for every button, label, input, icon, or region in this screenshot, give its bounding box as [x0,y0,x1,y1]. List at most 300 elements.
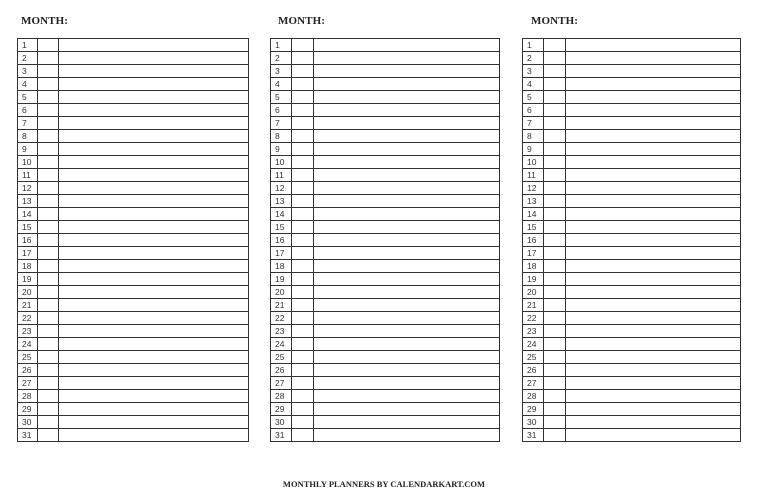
day-weekday-cell[interactable] [292,390,314,403]
day-notes-cell[interactable] [566,169,741,182]
day-number: 14 [271,208,292,221]
planner-table-2 [270,38,500,442]
day-number: 14 [523,208,544,221]
day-number: 12 [271,182,292,195]
day-number: 3 [18,65,38,78]
day-notes-cell[interactable] [566,403,741,416]
day-weekday-cell[interactable] [544,364,566,377]
day-weekday-cell[interactable] [544,156,566,169]
day-notes-cell[interactable] [314,390,500,403]
day-row [271,117,500,130]
day-notes-cell[interactable] [59,182,249,195]
day-notes-cell[interactable] [566,390,741,403]
day-notes-cell[interactable] [59,91,249,104]
day-number: 24 [18,338,38,351]
day-row [523,429,741,442]
day-notes-cell[interactable] [566,221,741,234]
day-notes-cell[interactable] [59,117,249,130]
day-row [523,416,741,429]
day-notes-cell[interactable] [314,377,500,390]
day-weekday-cell[interactable] [292,130,314,143]
day-notes-cell[interactable] [59,429,249,442]
day-weekday-cell[interactable] [292,169,314,182]
day-notes-cell[interactable] [59,221,249,234]
day-weekday-cell[interactable] [38,195,59,208]
day-number: 10 [271,156,292,169]
day-weekday-cell[interactable] [292,78,314,91]
day-weekday-cell[interactable] [38,91,59,104]
day-notes-cell[interactable] [566,325,741,338]
day-number: 31 [18,429,38,442]
day-weekday-cell[interactable] [38,221,59,234]
day-row [18,195,249,208]
day-notes-cell[interactable] [314,364,500,377]
day-weekday-cell[interactable] [544,78,566,91]
day-weekday-cell[interactable] [292,351,314,364]
day-row [523,390,741,403]
day-weekday-cell[interactable] [292,429,314,442]
day-notes-cell[interactable] [566,182,741,195]
day-weekday-cell[interactable] [38,390,59,403]
day-number: 12 [18,182,38,195]
day-row [271,260,500,273]
day-row [523,65,741,78]
day-weekday-cell[interactable] [544,247,566,260]
day-number: 27 [271,377,292,390]
day-weekday-cell[interactable] [292,208,314,221]
day-notes-cell[interactable] [566,364,741,377]
day-number: 29 [18,403,38,416]
day-row [271,52,500,65]
day-number: 3 [271,65,292,78]
day-number: 24 [271,338,292,351]
day-weekday-cell[interactable] [38,143,59,156]
day-row [523,91,741,104]
day-row [271,403,500,416]
day-weekday-cell[interactable] [292,299,314,312]
day-number: 25 [18,351,38,364]
day-weekday-cell[interactable] [544,195,566,208]
day-weekday-cell[interactable] [292,325,314,338]
day-notes-cell[interactable] [314,91,500,104]
day-number: 2 [18,52,38,65]
day-weekday-cell[interactable] [38,156,59,169]
day-weekday-cell[interactable] [292,377,314,390]
day-number: 20 [18,286,38,299]
day-weekday-cell[interactable] [544,65,566,78]
day-weekday-cell[interactable] [292,312,314,325]
day-notes-cell[interactable] [59,65,249,78]
day-weekday-cell[interactable] [38,78,59,91]
day-number: 6 [271,104,292,117]
day-notes-cell[interactable] [314,403,500,416]
day-weekday-cell[interactable] [544,260,566,273]
day-number: 27 [18,377,38,390]
day-notes-cell[interactable] [59,299,249,312]
day-weekday-cell[interactable] [292,234,314,247]
day-row [18,169,249,182]
day-row [271,78,500,91]
day-weekday-cell[interactable] [38,117,59,130]
day-number: 4 [18,78,38,91]
day-number: 15 [18,221,38,234]
day-notes-cell[interactable] [566,234,741,247]
day-weekday-cell[interactable] [38,65,59,78]
day-notes-cell[interactable] [59,364,249,377]
day-weekday-cell[interactable] [292,260,314,273]
day-notes-cell[interactable] [566,416,741,429]
day-weekday-cell[interactable] [38,52,59,65]
day-row [18,104,249,117]
day-number: 26 [523,364,544,377]
day-number: 31 [523,429,544,442]
day-notes-cell[interactable] [314,416,500,429]
day-weekday-cell[interactable] [544,117,566,130]
footer-credit: MONTHLY PLANNERS BY CALENDARKART.COM [282,479,486,489]
day-number: 16 [271,234,292,247]
day-weekday-cell[interactable] [38,182,59,195]
day-weekday-cell[interactable] [292,286,314,299]
day-weekday-cell[interactable] [544,143,566,156]
day-weekday-cell[interactable] [38,338,59,351]
day-row [18,221,249,234]
day-row [271,130,500,143]
day-row [523,286,741,299]
day-row [18,364,249,377]
day-row [523,208,741,221]
day-weekday-cell[interactable] [292,247,314,260]
day-notes-cell[interactable] [314,234,500,247]
day-notes-cell[interactable] [314,351,500,364]
day-number: 19 [271,273,292,286]
day-notes-cell[interactable] [566,247,741,260]
day-weekday-cell[interactable] [544,169,566,182]
day-row [271,377,500,390]
day-weekday-cell[interactable] [38,299,59,312]
day-notes-cell[interactable] [566,351,741,364]
day-number: 1 [18,39,38,52]
day-weekday-cell[interactable] [544,273,566,286]
day-row [271,91,500,104]
day-row [271,182,500,195]
day-row [18,429,249,442]
day-notes-cell[interactable] [566,39,741,52]
day-notes-cell[interactable] [59,351,249,364]
day-number: 4 [523,78,544,91]
day-notes-cell[interactable] [314,65,500,78]
day-notes-cell[interactable] [314,117,500,130]
day-number: 25 [523,351,544,364]
day-row [523,117,741,130]
day-notes-cell[interactable] [59,208,249,221]
day-row [523,260,741,273]
day-weekday-cell[interactable] [38,130,59,143]
day-row [523,169,741,182]
day-weekday-cell[interactable] [544,390,566,403]
day-row [523,182,741,195]
day-weekday-cell[interactable] [292,143,314,156]
day-row [18,416,249,429]
day-weekday-cell[interactable] [38,286,59,299]
day-notes-cell[interactable] [59,312,249,325]
day-weekday-cell[interactable] [544,299,566,312]
day-notes-cell[interactable] [59,247,249,260]
day-row [271,65,500,78]
day-number: 5 [523,91,544,104]
day-weekday-cell[interactable] [38,416,59,429]
day-notes-cell[interactable] [59,260,249,273]
day-weekday-cell[interactable] [292,195,314,208]
day-weekday-cell[interactable] [544,234,566,247]
day-notes-cell[interactable] [566,104,741,117]
day-weekday-cell[interactable] [38,403,59,416]
day-notes-cell[interactable] [314,169,500,182]
day-weekday-cell[interactable] [38,260,59,273]
day-notes-cell[interactable] [566,208,741,221]
day-notes-cell[interactable] [566,338,741,351]
day-weekday-cell[interactable] [38,429,59,442]
day-weekday-cell[interactable] [38,104,59,117]
day-weekday-cell[interactable] [38,234,59,247]
day-weekday-cell[interactable] [544,104,566,117]
day-notes-cell[interactable] [566,130,741,143]
day-weekday-cell[interactable] [544,377,566,390]
day-notes-cell[interactable] [59,338,249,351]
day-weekday-cell[interactable] [544,403,566,416]
day-notes-cell[interactable] [314,299,500,312]
day-row [523,377,741,390]
day-weekday-cell[interactable] [544,286,566,299]
day-weekday-cell[interactable] [544,429,566,442]
day-notes-cell[interactable] [566,65,741,78]
day-notes-cell[interactable] [314,156,500,169]
day-notes-cell[interactable] [566,260,741,273]
day-row [18,273,249,286]
day-notes-cell[interactable] [314,247,500,260]
day-notes-cell[interactable] [314,429,500,442]
day-weekday-cell[interactable] [292,182,314,195]
day-notes-cell[interactable] [566,273,741,286]
day-weekday-cell[interactable] [292,364,314,377]
day-notes-cell[interactable] [314,78,500,91]
day-weekday-cell[interactable] [38,273,59,286]
day-notes-cell[interactable] [314,208,500,221]
day-notes-cell[interactable] [314,143,500,156]
day-weekday-cell[interactable] [544,221,566,234]
day-notes-cell[interactable] [314,195,500,208]
day-weekday-cell[interactable] [544,351,566,364]
day-notes-cell[interactable] [566,117,741,130]
day-row [271,39,500,52]
day-row [271,143,500,156]
day-weekday-cell[interactable] [292,52,314,65]
day-notes-cell[interactable] [314,221,500,234]
month-label-1: MONTH: [21,15,69,27]
day-notes-cell[interactable] [566,377,741,390]
day-notes-cell[interactable] [566,429,741,442]
day-number: 7 [18,117,38,130]
day-row [18,143,249,156]
day-notes-cell[interactable] [314,338,500,351]
day-weekday-cell[interactable] [544,91,566,104]
day-row [271,273,500,286]
day-weekday-cell[interactable] [292,91,314,104]
day-row [271,221,500,234]
day-number: 11 [523,169,544,182]
day-row [523,351,741,364]
day-notes-cell[interactable] [314,273,500,286]
day-number: 12 [523,182,544,195]
day-notes-cell[interactable] [59,169,249,182]
day-weekday-cell[interactable] [292,273,314,286]
day-number: 3 [523,65,544,78]
day-weekday-cell[interactable] [544,312,566,325]
day-notes-cell[interactable] [566,299,741,312]
day-weekday-cell[interactable] [544,130,566,143]
day-row [18,299,249,312]
day-row [18,208,249,221]
day-number: 21 [18,299,38,312]
day-row [18,91,249,104]
day-row [523,156,741,169]
day-notes-cell[interactable] [59,416,249,429]
day-notes-cell[interactable] [59,377,249,390]
day-number: 30 [271,416,292,429]
day-notes-cell[interactable] [566,156,741,169]
day-notes-cell[interactable] [314,312,500,325]
day-weekday-cell[interactable] [544,182,566,195]
day-number: 4 [271,78,292,91]
day-notes-cell[interactable] [59,52,249,65]
day-notes-cell[interactable] [566,195,741,208]
day-row [18,182,249,195]
day-number: 5 [271,91,292,104]
day-notes-cell[interactable] [59,390,249,403]
day-weekday-cell[interactable] [38,247,59,260]
day-weekday-cell[interactable] [38,39,59,52]
day-row [18,286,249,299]
day-row [271,416,500,429]
day-number: 9 [523,143,544,156]
day-notes-cell[interactable] [566,52,741,65]
day-weekday-cell[interactable] [292,156,314,169]
day-weekday-cell[interactable] [544,338,566,351]
day-weekday-cell[interactable] [292,39,314,52]
day-notes-cell[interactable] [566,91,741,104]
day-weekday-cell[interactable] [38,169,59,182]
day-number: 1 [271,39,292,52]
day-weekday-cell[interactable] [544,52,566,65]
day-notes-cell[interactable] [59,130,249,143]
day-row [18,52,249,65]
day-notes-cell[interactable] [59,78,249,91]
day-number: 18 [18,260,38,273]
day-weekday-cell[interactable] [292,403,314,416]
day-weekday-cell[interactable] [292,416,314,429]
day-row [18,351,249,364]
day-weekday-cell[interactable] [544,325,566,338]
day-notes-cell[interactable] [314,260,500,273]
day-number: 1 [523,39,544,52]
day-number: 5 [18,91,38,104]
day-row [18,403,249,416]
day-number: 11 [18,169,38,182]
day-row [271,390,500,403]
day-weekday-cell[interactable] [38,312,59,325]
day-row [271,325,500,338]
day-row [271,364,500,377]
day-number: 29 [523,403,544,416]
day-notes-cell[interactable] [59,273,249,286]
day-row [18,130,249,143]
day-notes-cell[interactable] [59,403,249,416]
day-weekday-cell[interactable] [38,351,59,364]
day-notes-cell[interactable] [566,143,741,156]
day-row [18,39,249,52]
day-weekday-cell[interactable] [544,208,566,221]
day-row [523,143,741,156]
month-label-3: MONTH: [531,15,579,27]
day-number: 10 [18,156,38,169]
day-weekday-cell[interactable] [544,39,566,52]
day-notes-cell[interactable] [314,104,500,117]
day-notes-cell[interactable] [314,286,500,299]
day-notes-cell[interactable] [59,39,249,52]
day-notes-cell[interactable] [59,325,249,338]
day-weekday-cell[interactable] [292,338,314,351]
day-weekday-cell[interactable] [292,117,314,130]
day-notes-cell[interactable] [59,156,249,169]
day-weekday-cell[interactable] [38,377,59,390]
day-notes-cell[interactable] [566,312,741,325]
day-notes-cell[interactable] [566,78,741,91]
day-number: 17 [271,247,292,260]
day-notes-cell[interactable] [59,286,249,299]
day-weekday-cell[interactable] [292,221,314,234]
day-number: 6 [523,104,544,117]
day-notes-cell[interactable] [59,104,249,117]
day-row [18,234,249,247]
day-row [18,325,249,338]
day-row [523,221,741,234]
month-label-2: MONTH: [278,15,326,27]
day-notes-cell[interactable] [314,130,500,143]
day-row [523,195,741,208]
day-weekday-cell[interactable] [292,104,314,117]
day-notes-cell[interactable] [314,52,500,65]
day-weekday-cell[interactable] [38,208,59,221]
day-number: 7 [523,117,544,130]
day-number: 19 [18,273,38,286]
day-weekday-cell[interactable] [544,416,566,429]
day-notes-cell[interactable] [59,143,249,156]
day-notes-cell[interactable] [59,195,249,208]
day-weekday-cell[interactable] [38,325,59,338]
day-number: 16 [18,234,38,247]
day-notes-cell[interactable] [59,234,249,247]
day-notes-cell[interactable] [566,286,741,299]
day-notes-cell[interactable] [314,325,500,338]
day-notes-cell[interactable] [314,182,500,195]
day-number: 26 [18,364,38,377]
day-weekday-cell[interactable] [38,364,59,377]
day-number: 26 [271,364,292,377]
day-number: 24 [523,338,544,351]
day-weekday-cell[interactable] [292,65,314,78]
day-notes-cell[interactable] [314,39,500,52]
day-row [523,234,741,247]
day-row [18,260,249,273]
